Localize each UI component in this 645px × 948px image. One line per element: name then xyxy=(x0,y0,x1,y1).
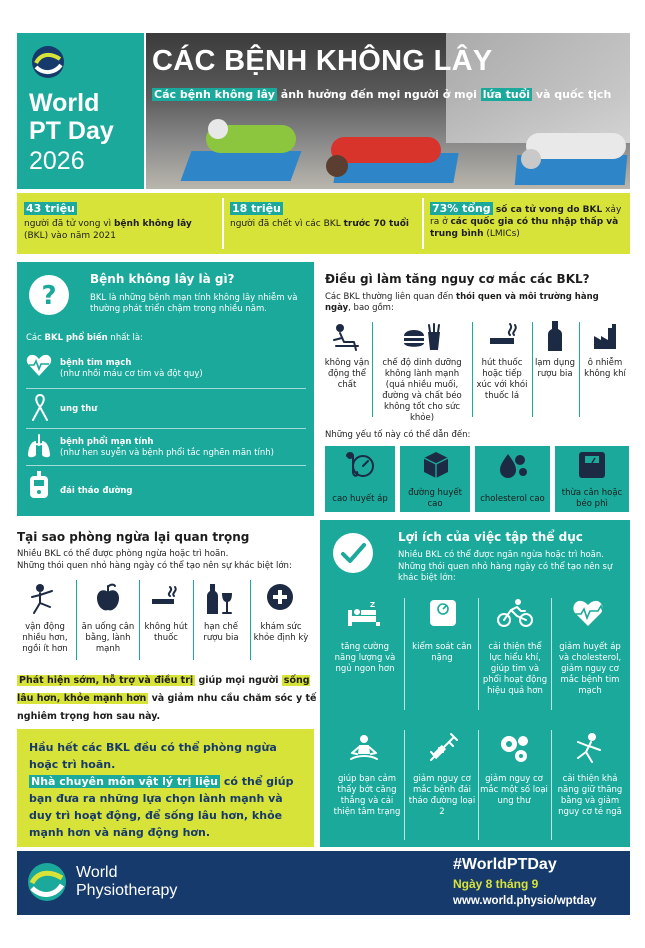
benefit-label: kiểm soát cân nặng xyxy=(412,642,472,663)
world-pt-logo-icon xyxy=(31,45,65,79)
outcome-label: cholesterol cao xyxy=(480,494,545,504)
website-link[interactable]: www.world.physio/wptday xyxy=(453,895,597,907)
balance-icon xyxy=(572,732,606,764)
stretching-icon xyxy=(28,583,58,615)
benefit-label: giảm huyết áp và cholesterol, giảm nguy cơ mắc bệnh tim mạch xyxy=(558,642,622,696)
ncd-item: ung thư xyxy=(60,404,98,414)
cigarette-icon xyxy=(488,322,518,350)
brand-name-line2: PT Day xyxy=(29,117,114,145)
prevent-title: Tại sao phòng ngừa lại quan trọng xyxy=(17,530,250,544)
ncd-item: bệnh tim mạch (như nhồi máu cơ tim và đột quỵ) xyxy=(60,358,203,379)
question-icon xyxy=(26,272,72,318)
exercising-person xyxy=(331,137,441,163)
event-date: Ngày 8 tháng 9 xyxy=(453,877,539,891)
cyclist-icon xyxy=(497,598,533,628)
benefit-label: cải thiện khả năng giữ thăng bằng và giảm nguy cơ té ngã xyxy=(557,774,623,817)
cells-icon xyxy=(499,732,531,764)
cholesterol-icon xyxy=(498,450,528,480)
page-subtitle: Các bệnh không lây ảnh hưởng đến mọi người ở mọi lứa tuổi và quốc tịch xyxy=(154,88,612,101)
syringe-icon xyxy=(427,732,459,764)
divider xyxy=(26,465,306,466)
divider xyxy=(26,388,306,389)
habit-label: ăn uống cân bằng, lành mạnh xyxy=(81,622,135,654)
vdivider xyxy=(551,598,552,710)
factory-icon xyxy=(592,322,620,350)
risk-factor: chế độ dinh dưỡng không lành mạnh (quá nhiều muối, đường và chất béo không tốt cho sức khỏe) xyxy=(382,358,462,423)
vdivider xyxy=(551,730,552,840)
exercising-person xyxy=(526,133,626,159)
brand-panel xyxy=(17,33,144,189)
vdivider xyxy=(193,580,194,660)
scale-icon xyxy=(577,450,607,480)
risk-title: Điều gì làm tăng nguy cơ mắc các BKL? xyxy=(325,272,590,286)
prevent-body-1: Nhiều BKL có thể được phòng ngừa hoặc trì hoãn. xyxy=(17,549,229,559)
no-smoking-icon xyxy=(150,585,180,611)
ribbon-icon xyxy=(30,394,50,422)
stat-1: 43 triệu người đã tử vong vì bệnh không lây (BKL) vào năm 2021 xyxy=(24,202,192,241)
common-ncd-label: Các BKL phổ biến nhất là: xyxy=(26,333,143,343)
hashtag: #WorldPTDay xyxy=(453,856,557,873)
habit-label: vận động nhiều hơn, ngồi ít hơn xyxy=(22,622,68,654)
benefit-label: giảm nguy cơ mắc một số loại ung thư xyxy=(480,774,548,806)
benefit-label: giảm nguy cơ mắc bệnh đái tháo đường loại 2 xyxy=(408,774,476,817)
alcohol-icon xyxy=(545,320,565,352)
benefits-body-2: Những thói quen nhỏ hàng ngày có thể tạo nên sự khác biệt lớn: xyxy=(398,562,613,583)
sleep-icon xyxy=(346,600,380,626)
vdivider xyxy=(472,322,473,417)
limit-alcohol-icon xyxy=(205,583,235,615)
benefit-label: giúp bạn cảm thấy bớt căng thẳng và cải thiện tâm trạng xyxy=(333,774,401,817)
junk-food-icon xyxy=(402,322,442,352)
benefit-label: tăng cường năng lượng và ngủ ngon hơn xyxy=(334,642,396,674)
ncd-item: bệnh phổi mạn tính (như hen suyễn và bệnh phổi tắc nghẽn mãn tính) xyxy=(60,437,274,458)
weight-scale-icon xyxy=(428,598,458,628)
brand-name-line1: World xyxy=(29,89,100,117)
checkmark-icon xyxy=(330,530,376,576)
heart-pulse-icon xyxy=(572,598,610,628)
stat-2: 18 triệu người đã chết vì các BKL trước 70 tuổi xyxy=(230,202,410,229)
vdivider xyxy=(76,580,77,660)
exercise-mat xyxy=(181,151,302,181)
vdivider xyxy=(372,322,373,417)
outcome-label: thừa cân hoặc béo phì xyxy=(561,488,623,509)
apple-icon xyxy=(95,583,121,613)
vdivider xyxy=(250,580,251,660)
org-name-line2: Physiotherapy xyxy=(76,882,178,899)
vdivider xyxy=(579,322,580,417)
vdivider xyxy=(404,730,405,840)
blood-pressure-icon xyxy=(345,450,377,480)
svg-text:?: ? xyxy=(41,281,57,311)
vdivider xyxy=(404,598,405,710)
stat-3: 73% tổng số ca tử vong do BKL xảy ra ở các quốc gia có thu nhập thấp và trung bình (LMICs) xyxy=(430,202,622,239)
page-title: CÁC BỆNH KHÔNG LÂY xyxy=(152,45,493,77)
risk-factor: ô nhiễm không khí xyxy=(584,358,626,379)
ncd-item: đái tháo đường xyxy=(60,486,133,496)
habit-label: khám sức khỏe định kỳ xyxy=(253,622,309,643)
vdivider xyxy=(478,598,479,710)
risk-factor: lạm dụng rượu bia xyxy=(534,358,576,379)
early-detection-text: Phát hiện sớm, hỗ trợ và điều trị giúp mọi người sống lâu hơn, khỏe mạnh hơn và giảm nhu cầu chăm sóc y tế nghiêm trọng hơn sau này. xyxy=(17,675,317,722)
medical-cross-icon xyxy=(266,583,294,611)
inactive-person-icon xyxy=(330,322,362,352)
benefit-label: cải thiện thể lực hiểu khí, giúp tim và phổi hoạt động hiệu quả hơn xyxy=(482,642,548,696)
callout-panel xyxy=(17,729,314,847)
outcome-label: cao huyết áp xyxy=(332,494,388,504)
risk-lead: Những yếu tố này có thể dẫn đến: xyxy=(325,430,471,440)
risk-factor: hút thuốc hoặc tiếp xúc với khói thuốc lá xyxy=(476,358,528,401)
stat-divider xyxy=(422,198,424,249)
benefits-body-1: Nhiều BKL có thể được ngăn ngừa hoặc trì hoãn. xyxy=(398,550,604,560)
habit-label: hạn chế rượu bia xyxy=(203,622,239,643)
org-name-line1: World xyxy=(76,864,118,881)
vdivider xyxy=(139,580,140,660)
what-is-body: BKL là những bệnh mạn tính không lây nhiễm và thường phát triển chậm trong nhiều năm. xyxy=(90,293,298,314)
stat-divider xyxy=(222,198,224,249)
what-is-title: Bệnh không lây là gì? xyxy=(90,272,235,286)
heart-rate-icon xyxy=(26,353,52,377)
habit-label: không hút thuốc xyxy=(144,622,188,643)
svg-text:Z: Z xyxy=(370,601,376,609)
brand-year: 2026 xyxy=(29,147,85,175)
meditation-icon xyxy=(348,734,380,764)
divider xyxy=(26,428,306,429)
world-physiotherapy-logo-icon xyxy=(27,862,67,902)
risk-factor: không vận động thể chất xyxy=(324,358,370,390)
outcome-label: đường huyết cao xyxy=(408,488,462,509)
benefits-title: Lợi ích của việc tập thể dục xyxy=(398,530,583,544)
callout-text: Hầu hết các BKL đều có thể phòng ngừa hoặc trì hoãn. Nhà chuyên môn vật lý trị liệu có thể giúp bạn đưa ra những lựa chọn lành mạnh và duy trì hoạt động, để sống lâu hơn, khỏe mạnh hơn và năng động hơn. xyxy=(29,741,294,839)
vdivider xyxy=(478,730,479,840)
lungs-icon xyxy=(26,433,52,459)
prevent-body-2: Những thói quen nhỏ hàng ngày có thể tạo nên sự khác biệt lớn: xyxy=(17,561,292,571)
sugar-cube-icon xyxy=(422,450,450,480)
hero-banner xyxy=(146,33,630,189)
glucose-meter-icon xyxy=(28,470,50,500)
risk-intro: Các BKL thường liên quan đến thói quen và môi trường hàng ngày, bao gồm: xyxy=(325,292,599,313)
